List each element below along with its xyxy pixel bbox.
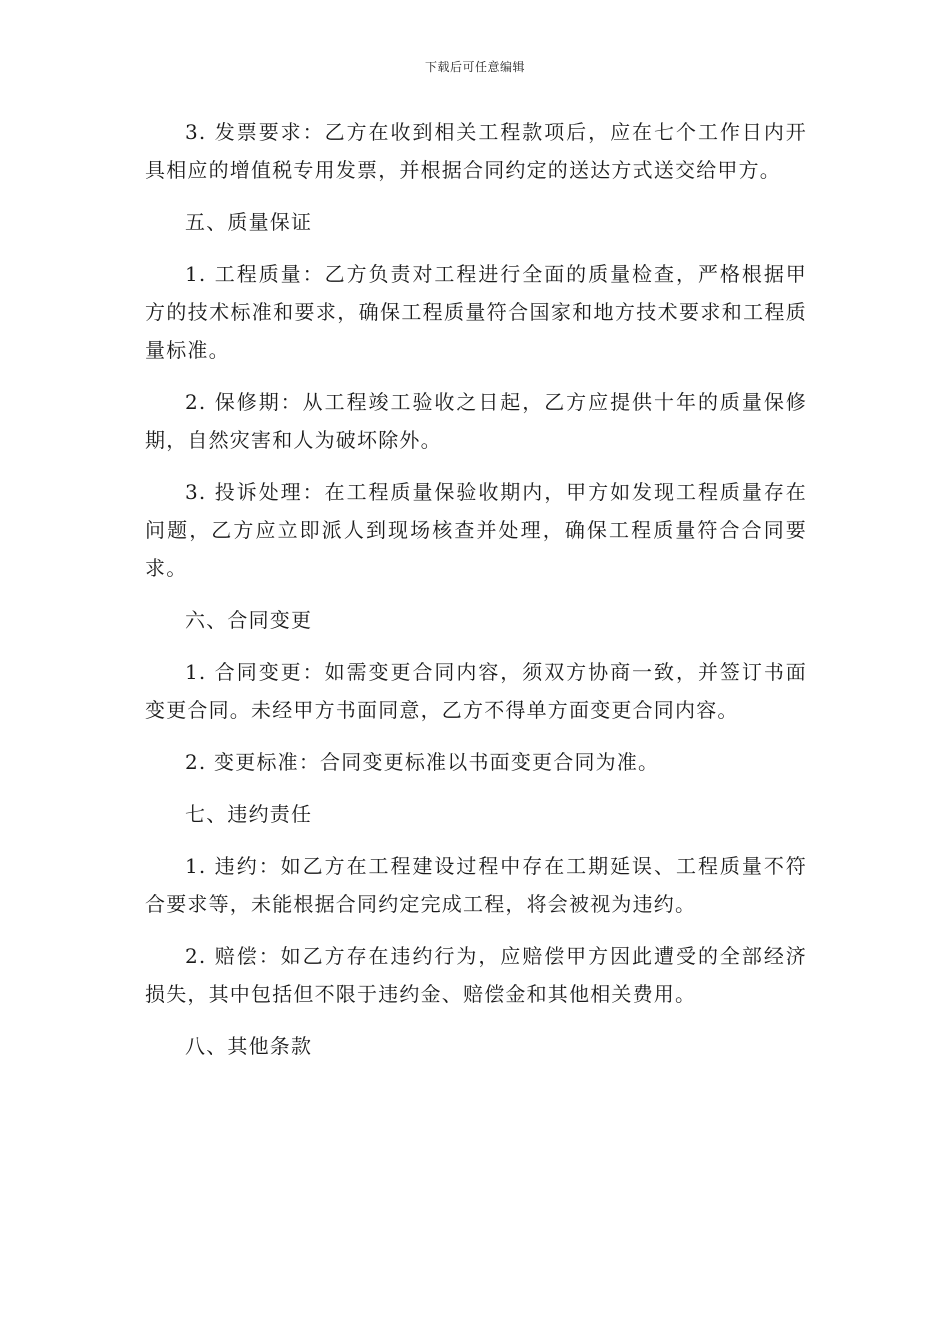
engineering-quality-paragraph: 1. 工程质量：乙方负责对工程进行全面的质量检查，严格根据甲方的技术标准和要求，确保工程质量符合国家和地方技术要求和工程质量标准。 <box>145 262 807 362</box>
section-heading-other-terms: 八、其他条款 <box>185 1034 313 1058</box>
section-heading-contract-change: 六、合同变更 <box>185 608 313 632</box>
download-note: 下载后可任意编辑 <box>424 60 525 74</box>
breach-paragraph: 1. 违约：如乙方在工程建设过程中存在工期延误、工程质量不符合要求等，未能根据合同约定完成工程，将会被视为违约。 <box>145 854 807 916</box>
warranty-period-paragraph: 2. 保修期：从工程竣工验收之日起，乙方应提供十年的质量保修期，自然灾害和人为破坏除外。 <box>145 390 807 452</box>
contract-change-paragraph: 1. 合同变更：如需变更合同内容，须双方协商一致，并签订书面变更合同。未经甲方书面同意，乙方不得单方面变更合同内容。 <box>145 660 807 722</box>
complaint-handling-paragraph: 3. 投诉处理：在工程质量保验收期内，甲方如发现工程质量存在问题，乙方应立即派人到现场核查并处理，确保工程质量符合合同要求。 <box>145 480 807 580</box>
section-heading-liability: 七、违约责任 <box>185 802 313 826</box>
section-heading-quality: 五、质量保证 <box>185 210 313 234</box>
invoice-requirement-paragraph: 3. 发票要求：乙方在收到相关工程款项后，应在七个工作日内开具相应的增值税专用发票，并根据合同约定的送达方式送交给甲方。 <box>145 120 807 182</box>
change-standard-paragraph: 2. 变更标准：合同变更标准以书面变更合同为准。 <box>185 750 660 774</box>
compensation-paragraph: 2. 赔偿：如乙方存在违约行为，应赔偿甲方因此遭受的全部经济损失，其中包括但不限于违约金、赔偿金和其他相关费用。 <box>145 944 807 1006</box>
document-body <box>145 113 807 1079</box>
